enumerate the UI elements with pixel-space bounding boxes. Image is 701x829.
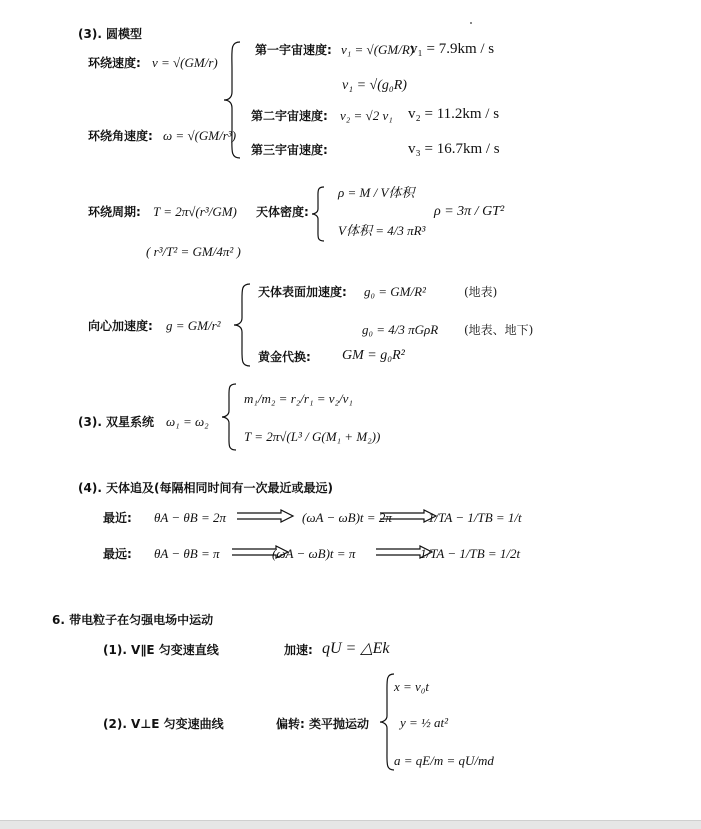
- acceleration-label: 加速:: [284, 643, 313, 657]
- first-cosmic-formula: v₁ = √(GM/R): [341, 42, 415, 57]
- first-cosmic-label: 第一宇宙速度:: [255, 43, 332, 57]
- kepler-formula: ( r³/T² = GM/4π² ): [146, 244, 241, 259]
- second-cosmic-value: v₂ = 11.2km / s: [408, 106, 500, 122]
- first-cosmic-alt-formula: v₁ = √(g₀R): [342, 78, 407, 93]
- first-cosmic-value: v₁ = 7.9km / s: [410, 41, 495, 57]
- density-label: 天体密度:: [256, 205, 309, 219]
- orbit-speed-formula: v = √(GM/r): [152, 55, 218, 70]
- surface-gravity-formula: g₀ = GM/R²: [364, 284, 426, 299]
- third-cosmic-value: v₃ = 16.7km / s: [408, 141, 500, 157]
- second-cosmic-formula: v₂ = √2 v₁: [340, 108, 393, 123]
- golden-substitution-formula: GM = g₀R²: [342, 348, 405, 363]
- farthest-label: 最远:: [103, 547, 132, 561]
- binary-omega-formula: ω₁ = ω₂: [166, 414, 209, 429]
- deflection-y-formula: y = ½ at²: [400, 715, 449, 730]
- brace-density: [310, 185, 326, 243]
- centripetal-label: 向心加速度:: [88, 319, 153, 333]
- period-label: 环绕周期:: [88, 205, 141, 219]
- golden-substitution-label: 黄金代换:: [258, 350, 311, 364]
- binary-ratio-formula: m₁/m₂ = r₂/r₁ = v₂/v₁: [244, 391, 353, 406]
- angular-speed-label: 环绕角速度:: [88, 129, 153, 143]
- nearest-label: 最近:: [103, 511, 132, 525]
- nearest-formula-omega: (ωA − ωB)t = 2π: [302, 510, 392, 525]
- stray-dot: [470, 22, 472, 24]
- deflection-a-formula: a = qE/m = qU/md: [394, 753, 494, 768]
- binary-star-heading: (3). 双星系统: [78, 415, 155, 429]
- perpendicular-case-label: (2). V⊥E 匀变速曲线: [103, 717, 224, 731]
- orbit-speed-label: 环绕速度:: [88, 56, 141, 70]
- binary-period-formula: T = 2π√(L³ / G(M₁ + M₂)): [244, 429, 381, 444]
- density-formula: ρ = M / V体积: [338, 185, 415, 200]
- farthest-formula-period: 1/TA − 1/TB = 1/2t: [420, 546, 521, 561]
- chase-heading: (4). 天体追及(每隔相同时间有一次最近或最远): [78, 481, 334, 495]
- brace-binary: [220, 382, 238, 452]
- third-cosmic-label: 第三宇宙速度:: [251, 143, 328, 157]
- farthest-formula-angle: θA − θB = π: [154, 546, 220, 561]
- second-cosmic-label: 第二宇宙速度:: [251, 109, 328, 123]
- centripetal-formula: g = GM/r²: [166, 318, 221, 333]
- density-gravity-formula: g₀ = 4/3 πGρR: [362, 322, 439, 337]
- deflection-label: 偏转: 类平抛运动: [276, 717, 369, 731]
- deflection-x-formula: x = v₀t: [394, 679, 429, 694]
- density-note: (地表、地下): [464, 323, 534, 337]
- brace-centripetal: [232, 282, 252, 368]
- acceleration-formula: qU = △Ek: [322, 640, 390, 657]
- period-formula: T = 2π√(r³/GM): [153, 204, 237, 219]
- surface-gravity-label: 天体表面加速度:: [258, 285, 347, 299]
- section-heading-circle-model: (3). 圆模型: [78, 27, 143, 41]
- density-result-formula: ρ = 3π / GT²: [434, 204, 505, 219]
- nearest-formula-period: 1/TA − 1/TB = 1/t: [428, 510, 522, 525]
- charged-particle-heading: 6. 带电粒子在匀强电场中运动: [52, 613, 214, 627]
- volume-formula: V体积 = 4/3 πR³: [338, 223, 426, 238]
- farthest-formula-omega: (ωA − ωB)t = π: [272, 546, 356, 561]
- surface-note: (地表): [464, 285, 498, 299]
- parallel-case-label: (1). V∥E 匀变速直线: [103, 643, 219, 657]
- angular-speed-formula: ω = √(GM/r³): [163, 128, 237, 143]
- arrow-icon-nearest-1: [237, 509, 295, 523]
- nearest-formula-angle: θA − θB = 2π: [154, 510, 226, 525]
